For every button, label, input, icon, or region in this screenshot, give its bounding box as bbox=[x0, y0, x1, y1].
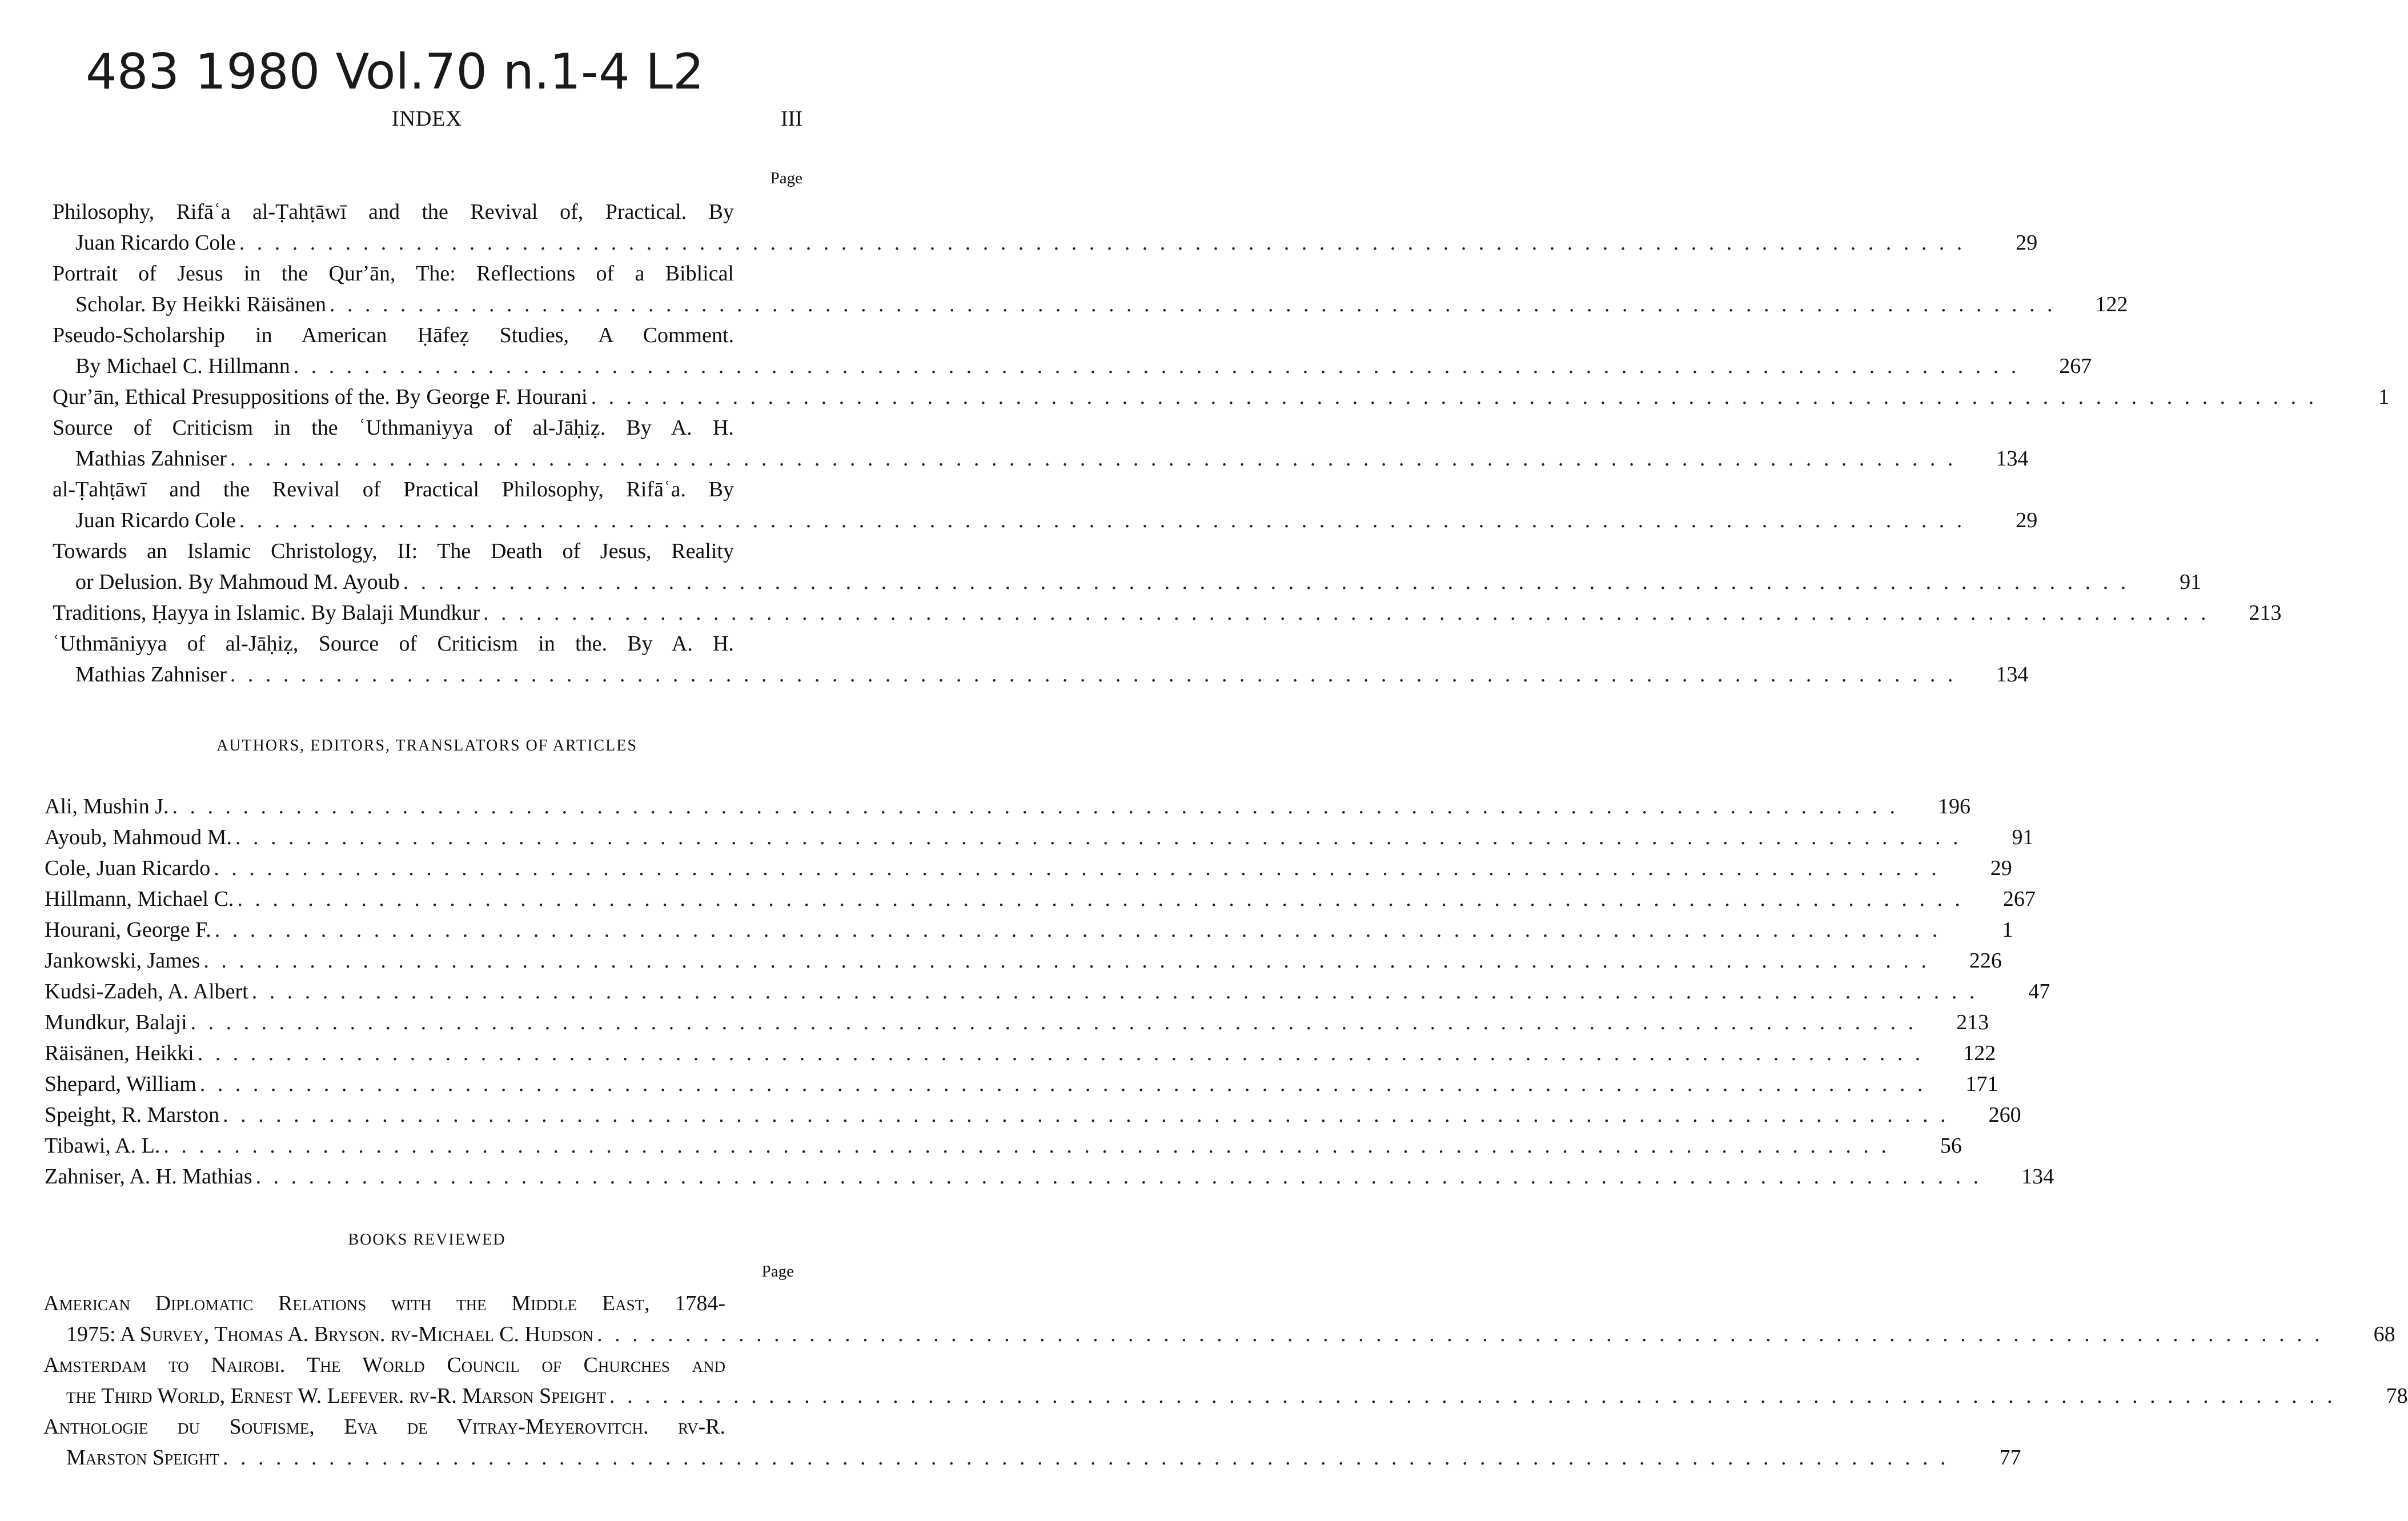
subject-entry-text: ʿUthmāniyya of al-Jāḥiẓ, Source of Criticism in the. By A. H. bbox=[53, 632, 734, 656]
author-page-number: 1 bbox=[2002, 918, 2013, 942]
subject-entry-text: Juan Ricardo Cole bbox=[75, 231, 236, 255]
author-page-number: 29 bbox=[1990, 856, 2012, 880]
handwritten-catalog-note bbox=[86, 40, 800, 103]
subject-entry-text: Mathias Zahniser bbox=[75, 663, 227, 687]
dot-leader: . . . . . . . . . . . . . . . . . . . . . . . . . . . . . . . . . . . . . . . . . . . . . . . . . . . . . . . . . . . . . . . . . . . . . . . . . . . . . . . . . . . . . . . . . . . . . . . . . . bbox=[230, 663, 1957, 687]
author-entry-text: Speight, R. Marston bbox=[45, 1103, 220, 1127]
book-page-number: 78 bbox=[2386, 1384, 2408, 1408]
subject-index-list bbox=[0, 196, 2390, 690]
books-heading: BOOKS REVIEWED bbox=[348, 1231, 506, 1249]
author-entry bbox=[0, 884, 2036, 914]
book-entry-text: American Diplomatic Relations with the Middle East, 1784- bbox=[43, 1291, 725, 1315]
subject-page-number: 134 bbox=[1996, 447, 2029, 471]
subject-entry-text: Philosophy, Rifāʿa al-Ṭahṭāwī and the Revival of, Practical. By bbox=[53, 200, 734, 224]
page-header bbox=[0, 106, 854, 135]
dot-leader: . . . . . . . . . . . . . . . . . . . . . . . . . . . . . . . . . . . . . . . . . . . . . . . . . . . . . . . . . . . . . . . . . . . . . . . . . . . . . . . . . . . . . . . . . . . . . . . . . . bbox=[235, 825, 1962, 849]
author-entry bbox=[0, 1130, 1962, 1161]
dot-leader: . . . . . . . . . . . . . . . . . . . . . . . . . . . . . . . . . . . . . . . . . . . . . . . . . . . . . . . . . . . . . . . . . . . . . . . . . . . . . . . . . . . . . . . . . . . . . . . . . . bbox=[251, 980, 1978, 1004]
author-page-number: 213 bbox=[1956, 1010, 1989, 1034]
author-entry-text: Tibawi, A. L. bbox=[45, 1134, 160, 1158]
author-entry bbox=[0, 1038, 1996, 1069]
author-entry-text: Jankowski, James bbox=[45, 949, 200, 973]
dot-leader: . . . . . . . . . . . . . . . . . . . . . . . . . . . . . . . . . . . . . . . . . . . . . . . . . . . . . . . . . . . . . . . . . . . . . . . . . . . . . . . . . . . . . . . . . . . . . . . . . . bbox=[330, 292, 2056, 316]
author-entry-text: Mundkur, Balaji bbox=[45, 1010, 187, 1034]
author-entry-text: Räisänen, Heikki bbox=[45, 1041, 194, 1065]
author-entry bbox=[0, 1099, 2021, 1130]
subject-entry bbox=[0, 536, 2202, 597]
subject-page-number: 267 bbox=[2059, 354, 2092, 378]
author-entry-text: Zahniser, A. H. Mathias bbox=[45, 1165, 252, 1189]
author-entry bbox=[0, 945, 2002, 976]
subject-page-number: 29 bbox=[2016, 231, 2038, 255]
author-entry-text: Hillmann, Michael C. bbox=[45, 887, 234, 911]
authors-heading: AUTHORS, EDITORS, TRANSLATORS OF ARTICLES bbox=[216, 737, 637, 755]
author-entry bbox=[0, 1161, 2054, 1192]
authors-list bbox=[0, 791, 2054, 1192]
page-title: INDEX bbox=[391, 107, 463, 131]
dot-leader: . . . . . . . . . . . . . . . . . . . . . . . . . . . . . . . . . . . . . . . . . . . . . . . . . . . . . . . . . . . . . . . . . . . . . . . . . . . . . . . . . . . . . . . . . . . . . . . . . . bbox=[239, 508, 1966, 532]
author-page-number: 47 bbox=[2028, 980, 2050, 1004]
dot-leader: . . . . . . . . . . . . . . . . . . . . . . . . . . . . . . . . . . . . . . . . . . . . . . . . . . . . . . . . . . . . . . . . . . . . . . . . . . . . . . . . . . . . . . . . . . . . . . . . . . bbox=[214, 856, 1940, 880]
author-entry-text: Ayoub, Mahmoud M. bbox=[45, 825, 232, 849]
author-page-number: 171 bbox=[1965, 1072, 1998, 1096]
books-page-column-label: Page bbox=[761, 1262, 794, 1281]
book-entry-text: Anthologie du Soufisme, Eva de Vitray-Meyerovitch. rv-R. bbox=[43, 1415, 725, 1439]
dot-leader: . . . . . . . . . . . . . . . . . . . . . . . . . . . . . . . . . . . . . . . . . . . . . . . . . . . . . . . . . . . . . . . . . . . . . . . . . . . . . . . . . . . . . . . . . . . . . . . . . . bbox=[214, 918, 1941, 942]
author-entry-text: Cole, Juan Ricardo bbox=[45, 856, 211, 880]
page-column-label: Page bbox=[770, 169, 802, 187]
book-page-number: 68 bbox=[2373, 1322, 2395, 1346]
author-entry bbox=[0, 1069, 1998, 1099]
subject-entry-text: Towards an Islamic Christology, II: The Death of Jesus, Reality bbox=[53, 539, 734, 563]
dot-leader: . . . . . . . . . . . . . . . . . . . . . . . . . . . . . . . . . . . . . . . . . . . . . . . . . . . . . . . . . . . . . . . . . . . . . . . . . . . . . . . . . . . . . . . . . . . . . . . . . . bbox=[255, 1165, 1982, 1189]
handwritten-note-text: 483 1980 Vol.70 n.1-4 L2 bbox=[86, 43, 704, 101]
subject-entry bbox=[0, 628, 2029, 690]
subject-entry-text: By Michael C. Hillmann bbox=[75, 354, 290, 378]
subject-entry-text: Qurʼān, Ethical Presuppositions of the. By George F. Hourani bbox=[53, 385, 588, 409]
dot-leader: . . . . . . . . . . . . . . . . . . . . . . . . . . . . . . . . . . . . . . . . . . . . . . . . . . . . . . . . . . . . . . . . . . . . . . . . . . . . . . . . . . . . . . . . . . . . . . . . . . bbox=[223, 1103, 1949, 1127]
subject-entry-text: al-Ṭahṭāwī and the Revival of Practical Philosophy, Rifāʿa. By bbox=[53, 477, 734, 501]
author-entry bbox=[0, 914, 2013, 945]
author-entry bbox=[0, 822, 2034, 853]
dot-leader: . . . . . . . . . . . . . . . . . . . . . . . . . . . . . . . . . . . . . . . . . . . . . . . . . . . . . . . . . . . . . . . . . . . . . . . . . . . . . . . . . . . . . . . . . . . . . . . . . . bbox=[403, 570, 2130, 594]
dot-leader: . . . . . . . . . . . . . . . . . . . . . . . . . . . . . . . . . . . . . . . . . . . . . . . . . . . . . . . . . . . . . . . . . . . . . . . . . . . . . . . . . . . . . . . . . . . . . . . . . . bbox=[230, 447, 1957, 471]
subject-entry-text: Portrait of Jesus in the Qurʼān, The: Reflections of a Biblical bbox=[53, 262, 734, 286]
author-page-number: 267 bbox=[2002, 887, 2036, 911]
author-entry bbox=[0, 976, 2050, 1007]
author-page-number: 226 bbox=[1969, 949, 2002, 973]
subject-entry-text: or Delusion. By Mahmoud M. Ayoub bbox=[75, 570, 400, 594]
author-entry-text: Ali, Mushin J. bbox=[45, 794, 169, 818]
dot-leader: . . . . . . . . . . . . . . . . . . . . . . . . . . . . . . . . . . . . . . . . . . . . . . . . . . . . . . . . . . . . . . . . . . . . . . . . . . . . . . . . . . . . . . . . . . . . . . . . . . bbox=[190, 1010, 1917, 1034]
author-page-number: 196 bbox=[1937, 794, 1970, 818]
dot-leader: . . . . . . . . . . . . . . . . . . . . . . . . . . . . . . . . . . . . . . . . . . . . . . . . . . . . . . . . . . . . . . . . . . . . . . . . . . . . . . . . . . . . . . . . . . . . . . . . . . bbox=[293, 354, 2020, 378]
author-entry-text: Kudsi-Zadeh, A. Albert bbox=[45, 980, 248, 1004]
book-entry-text: the Third World, Ernest W. Lefever. rv-R. Marson Speight bbox=[66, 1384, 607, 1408]
dot-leader: . . . . . . . . . . . . . . . . . . . . . . . . . . . . . . . . . . . . . . . . . . . . . . . . . . . . . . . . . . . . . . . . . . . . . . . . . . . . . . . . . . . . . . . . . . . . . . . . . . bbox=[163, 1134, 1890, 1158]
subject-page-number: 1 bbox=[2378, 385, 2390, 409]
author-page-number: 134 bbox=[2021, 1165, 2054, 1189]
subject-page-number: 29 bbox=[2016, 508, 2038, 532]
dot-leader: . . . . . . . . . . . . . . . . . . . . . . . . . . . . . . . . . . . . . . . . . . . . . . . . . . . . . . . . . . . . . . . . . . . . . . . . . . . . . . . . . . . . . . . . . . . . . . . . . . bbox=[203, 949, 1930, 973]
books-reviewed-list bbox=[0, 1288, 2408, 1473]
dot-leader: . . . . . . . . . . . . . . . . . . . . . . . . . . . . . . . . . . . . . . . . . . . . . . . . . . . . . . . . . . . . . . . . . . . . . . . . . . . . . . . . . . . . . . . . . . . . . . . . . . bbox=[239, 231, 1966, 255]
book-entry bbox=[0, 1350, 2408, 1411]
dot-leader: . . . . . . . . . . . . . . . . . . . . . . . . . . . . . . . . . . . . . . . . . . . . . . . . . . . . . . . . . . . . . . . . . . . . . . . . . . . . . . . . . . . . . . . . . . . . . . . . . . bbox=[237, 887, 1964, 911]
subject-page-number: 122 bbox=[2095, 292, 2128, 316]
author-page-number: 91 bbox=[2012, 825, 2034, 849]
author-entry bbox=[0, 791, 1970, 822]
book-entry-text: Marston Speight bbox=[66, 1446, 219, 1470]
dot-leader: . . . . . . . . . . . . . . . . . . . . . . . . . . . . . . . . . . . . . . . . . . . . . . . . . . . . . . . . . . . . . . . . . . . . . . . . . . . . . . . . . . . . . . . . . . . . . . . . . . bbox=[222, 1446, 1949, 1470]
dot-leader: . . . . . . . . . . . . . . . . . . . . . . . . . . . . . . . . . . . . . . . . . . . . . . . . . . . . . . . . . . . . . . . . . . . . . . . . . . . . . . . . . . . . . . . . . . . . . . . . . . bbox=[597, 1322, 2323, 1346]
subject-page-number: 91 bbox=[2180, 570, 2202, 594]
dot-leader: . . . . . . . . . . . . . . . . . . . . . . . . . . . . . . . . . . . . . . . . . . . . . . . . . . . . . . . . . . . . . . . . . . . . . . . . . . . . . . . . . . . . . . . . . . . . . . . . . . bbox=[483, 601, 2210, 625]
book-page-number: 77 bbox=[1999, 1446, 2021, 1470]
subject-page-number: 134 bbox=[1996, 663, 2029, 687]
subject-entry bbox=[0, 258, 2128, 320]
subject-entry bbox=[0, 474, 2038, 536]
dot-leader: . . . . . . . . . . . . . . . . . . . . . . . . . . . . . . . . . . . . . . . . . . . . . . . . . . . . . . . . . . . . . . . . . . . . . . . . . . . . . . . . . . . . . . . . . . . . . . . . . . bbox=[199, 1072, 1927, 1096]
book-entry bbox=[0, 1411, 2021, 1473]
subject-page-number: 213 bbox=[2249, 601, 2282, 625]
author-entry bbox=[0, 853, 2012, 884]
author-entry bbox=[0, 1007, 1989, 1038]
subject-entry-text: Traditions, Ḥayya in Islamic. By Balaji Mundkur bbox=[53, 601, 480, 625]
book-entry-text: Amsterdam to Nairobi. The World Council of Churches and bbox=[43, 1353, 725, 1377]
subject-entry-text: Pseudo-Scholarship in American Ḥāfeẓ Studies, A Comment. bbox=[53, 323, 734, 347]
subject-entry bbox=[0, 320, 2092, 382]
subject-entry bbox=[0, 412, 2029, 474]
subject-entry-text: Source of Criticism in the ʿUthmaniyya of al-Jāḥiẓ. By A. H. bbox=[53, 416, 734, 440]
subject-entry bbox=[0, 382, 2390, 412]
author-page-number: 122 bbox=[1963, 1041, 1996, 1065]
author-page-number: 56 bbox=[1940, 1134, 1962, 1158]
book-entry-text: 1975: A Survey, Thomas A. Bryson. rv-Michael C. Hudson bbox=[66, 1322, 594, 1346]
book-entry bbox=[0, 1288, 2395, 1350]
author-entry-text: Shepard, William bbox=[45, 1072, 196, 1096]
dot-leader: . . . . . . . . . . . . . . . . . . . . . . . . . . . . . . . . . . . . . . . . . . . . . . . . . . . . . . . . . . . . . . . . . . . . . . . . . . . . . . . . . . . . . . . . . . . . . . . . . . bbox=[609, 1384, 2336, 1408]
author-page-number: 260 bbox=[1988, 1103, 2021, 1127]
subject-entry-text: Juan Ricardo Cole bbox=[75, 508, 236, 532]
page-number: III bbox=[781, 107, 802, 131]
subject-entry-text: Mathias Zahniser bbox=[75, 447, 227, 471]
subject-entry-text: Scholar. By Heikki Räisänen bbox=[75, 292, 327, 316]
author-entry-text: Hourani, George F. bbox=[45, 918, 211, 942]
subject-entry bbox=[0, 196, 2038, 258]
dot-leader: . . . . . . . . . . . . . . . . . . . . . . . . . . . . . . . . . . . . . . . . . . . . . . . . . . . . . . . . . . . . . . . . . . . . . . . . . . . . . . . . . . . . . . . . . . . . . . . . . . bbox=[197, 1041, 1924, 1065]
subject-entry bbox=[0, 597, 2282, 628]
dot-leader: . . . . . . . . . . . . . . . . . . . . . . . . . . . . . . . . . . . . . . . . . . . . . . . . . . . . . . . . . . . . . . . . . . . . . . . . . . . . . . . . . . . . . . . . . . . . . . . . . . bbox=[172, 794, 1899, 818]
dot-leader: . . . . . . . . . . . . . . . . . . . . . . . . . . . . . . . . . . . . . . . . . . . . . . . . . . . . . . . . . . . . . . . . . . . . . . . . . . . . . . . . . . . . . . . . . . . . . . . . . . bbox=[591, 385, 2318, 409]
